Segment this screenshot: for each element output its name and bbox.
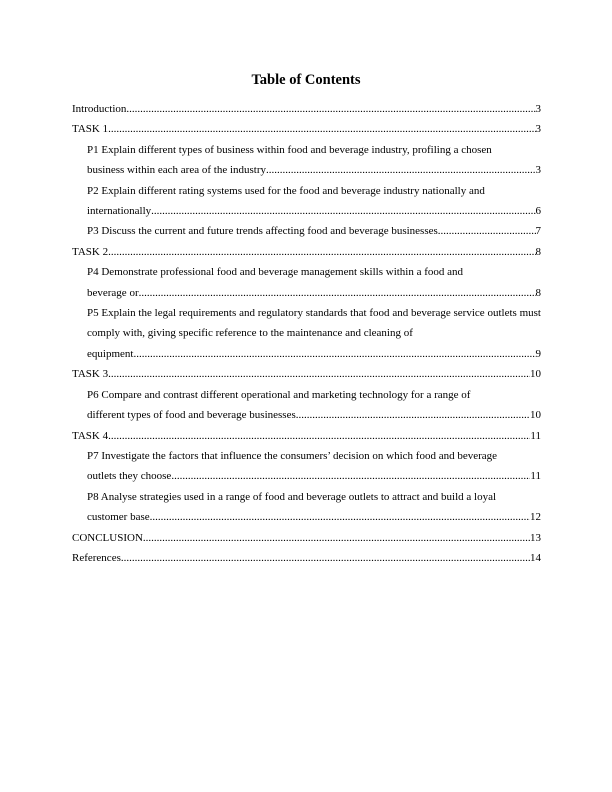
- toc-entry-text-wrapped: P2 Explain different rating systems used for the food and beverage industry nationally and: [87, 184, 485, 197]
- toc-page-number: 8: [535, 286, 541, 299]
- toc-page-number: 11: [530, 470, 541, 483]
- toc-entry-text: customer base: [87, 511, 150, 524]
- toc-entry-task-1[interactable]: [72, 119, 541, 139]
- toc-entry-text-wrapped: P6 Compare and contrast different operational and marketing technology for a range of: [87, 388, 471, 401]
- toc-page-number: 8: [535, 245, 541, 258]
- dot-leader: [150, 507, 530, 527]
- dot-leader: [296, 405, 530, 425]
- toc-entry-text: different types of food and beverage businesses: [87, 409, 296, 422]
- toc-entry-text: TASK 1: [72, 123, 109, 136]
- toc-entry-text: TASK 4: [72, 429, 109, 442]
- table-of-contents: [72, 99, 541, 568]
- toc-page-number: 9: [535, 347, 541, 360]
- dot-leader: [108, 426, 530, 446]
- toc-page-number: 14: [530, 551, 541, 564]
- toc-page-number: 11: [530, 429, 541, 442]
- toc-entry-p2[interactable]: [72, 181, 541, 222]
- toc-entry-text-wrapped: P7 Investigate the factors that influence the consumers’ decision on which food and beverage: [87, 449, 498, 462]
- toc-entry-text: P3 Discuss the current and future trends affecting food and beverage businesses: [87, 225, 438, 238]
- toc-page-number: 13: [530, 531, 541, 544]
- toc-entry-text-wrapped: P1 Explain different types of business within food and beverage industry, profiling a chosen: [87, 143, 492, 156]
- toc-entry-p8[interactable]: [72, 487, 541, 528]
- toc-entry-text: outlets they choose: [87, 470, 172, 483]
- toc-entry-text: Introduction: [72, 103, 127, 115]
- toc-page-number: 7: [535, 225, 541, 238]
- toc-page-number: 6: [535, 205, 541, 218]
- dot-leader: [139, 283, 536, 303]
- toc-entry-text: internationally: [87, 205, 152, 218]
- dot-leader: [108, 242, 535, 262]
- dot-leader: [133, 344, 535, 364]
- toc-page-number: 12: [530, 511, 541, 524]
- toc-page-number: 3: [535, 164, 541, 177]
- toc-entry-text: equipment: [87, 347, 134, 360]
- toc-page-number: 3: [535, 103, 541, 115]
- toc-entry-text: CONCLUSION: [72, 531, 143, 544]
- toc-entry-p5[interactable]: [72, 303, 541, 364]
- dot-leader: [171, 466, 530, 486]
- toc-page-number: 10: [530, 409, 541, 422]
- dot-leader: [126, 99, 535, 119]
- dot-leader: [151, 201, 535, 221]
- toc-entry-task-3[interactable]: [72, 364, 541, 384]
- toc-entry-conclusion[interactable]: [72, 528, 541, 548]
- toc-entry-p4[interactable]: [72, 262, 541, 303]
- toc-entry-references[interactable]: [72, 548, 541, 568]
- toc-entry-p3[interactable]: [72, 221, 541, 241]
- toc-page-number: 3: [535, 123, 541, 136]
- toc-entry-text: business within each area of the industry: [87, 164, 267, 177]
- toc-entry-p6[interactable]: [72, 385, 541, 426]
- toc-entry-text: beverage or: [87, 286, 139, 299]
- toc-entry-task-4[interactable]: [72, 426, 541, 446]
- toc-entry-p1[interactable]: [72, 140, 541, 181]
- toc-entry-text-wrapped: P4 Demonstrate professional food and beverage management skills within a food and: [87, 266, 464, 279]
- toc-entry-task-2[interactable]: [72, 242, 541, 262]
- dot-leader: [438, 221, 536, 241]
- toc-entry-text: References: [72, 551, 121, 564]
- dot-leader: [108, 364, 530, 384]
- toc-entry-p7[interactable]: [72, 446, 541, 487]
- toc-title: Table of Contents: [251, 72, 361, 88]
- toc-entry-text-wrapped: P5 Explain the legal requirements and regulatory standards that food and beverage service outlets must comply with, giving specific reference to the maintenance and cleaning of: [87, 307, 541, 340]
- dot-leader: [108, 119, 535, 139]
- toc-entry-text: TASK 2: [72, 245, 109, 258]
- dot-leader: [143, 528, 530, 548]
- toc-page-number: 10: [530, 368, 541, 381]
- toc-entry-introduction[interactable]: [72, 99, 541, 119]
- dot-leader: [266, 160, 535, 180]
- toc-entry-text-wrapped: P8 Analyse strategies used in a range of food and beverage outlets to attract and build a loyal: [87, 490, 497, 503]
- dot-leader: [121, 548, 530, 568]
- toc-entry-text: TASK 3: [72, 368, 109, 381]
